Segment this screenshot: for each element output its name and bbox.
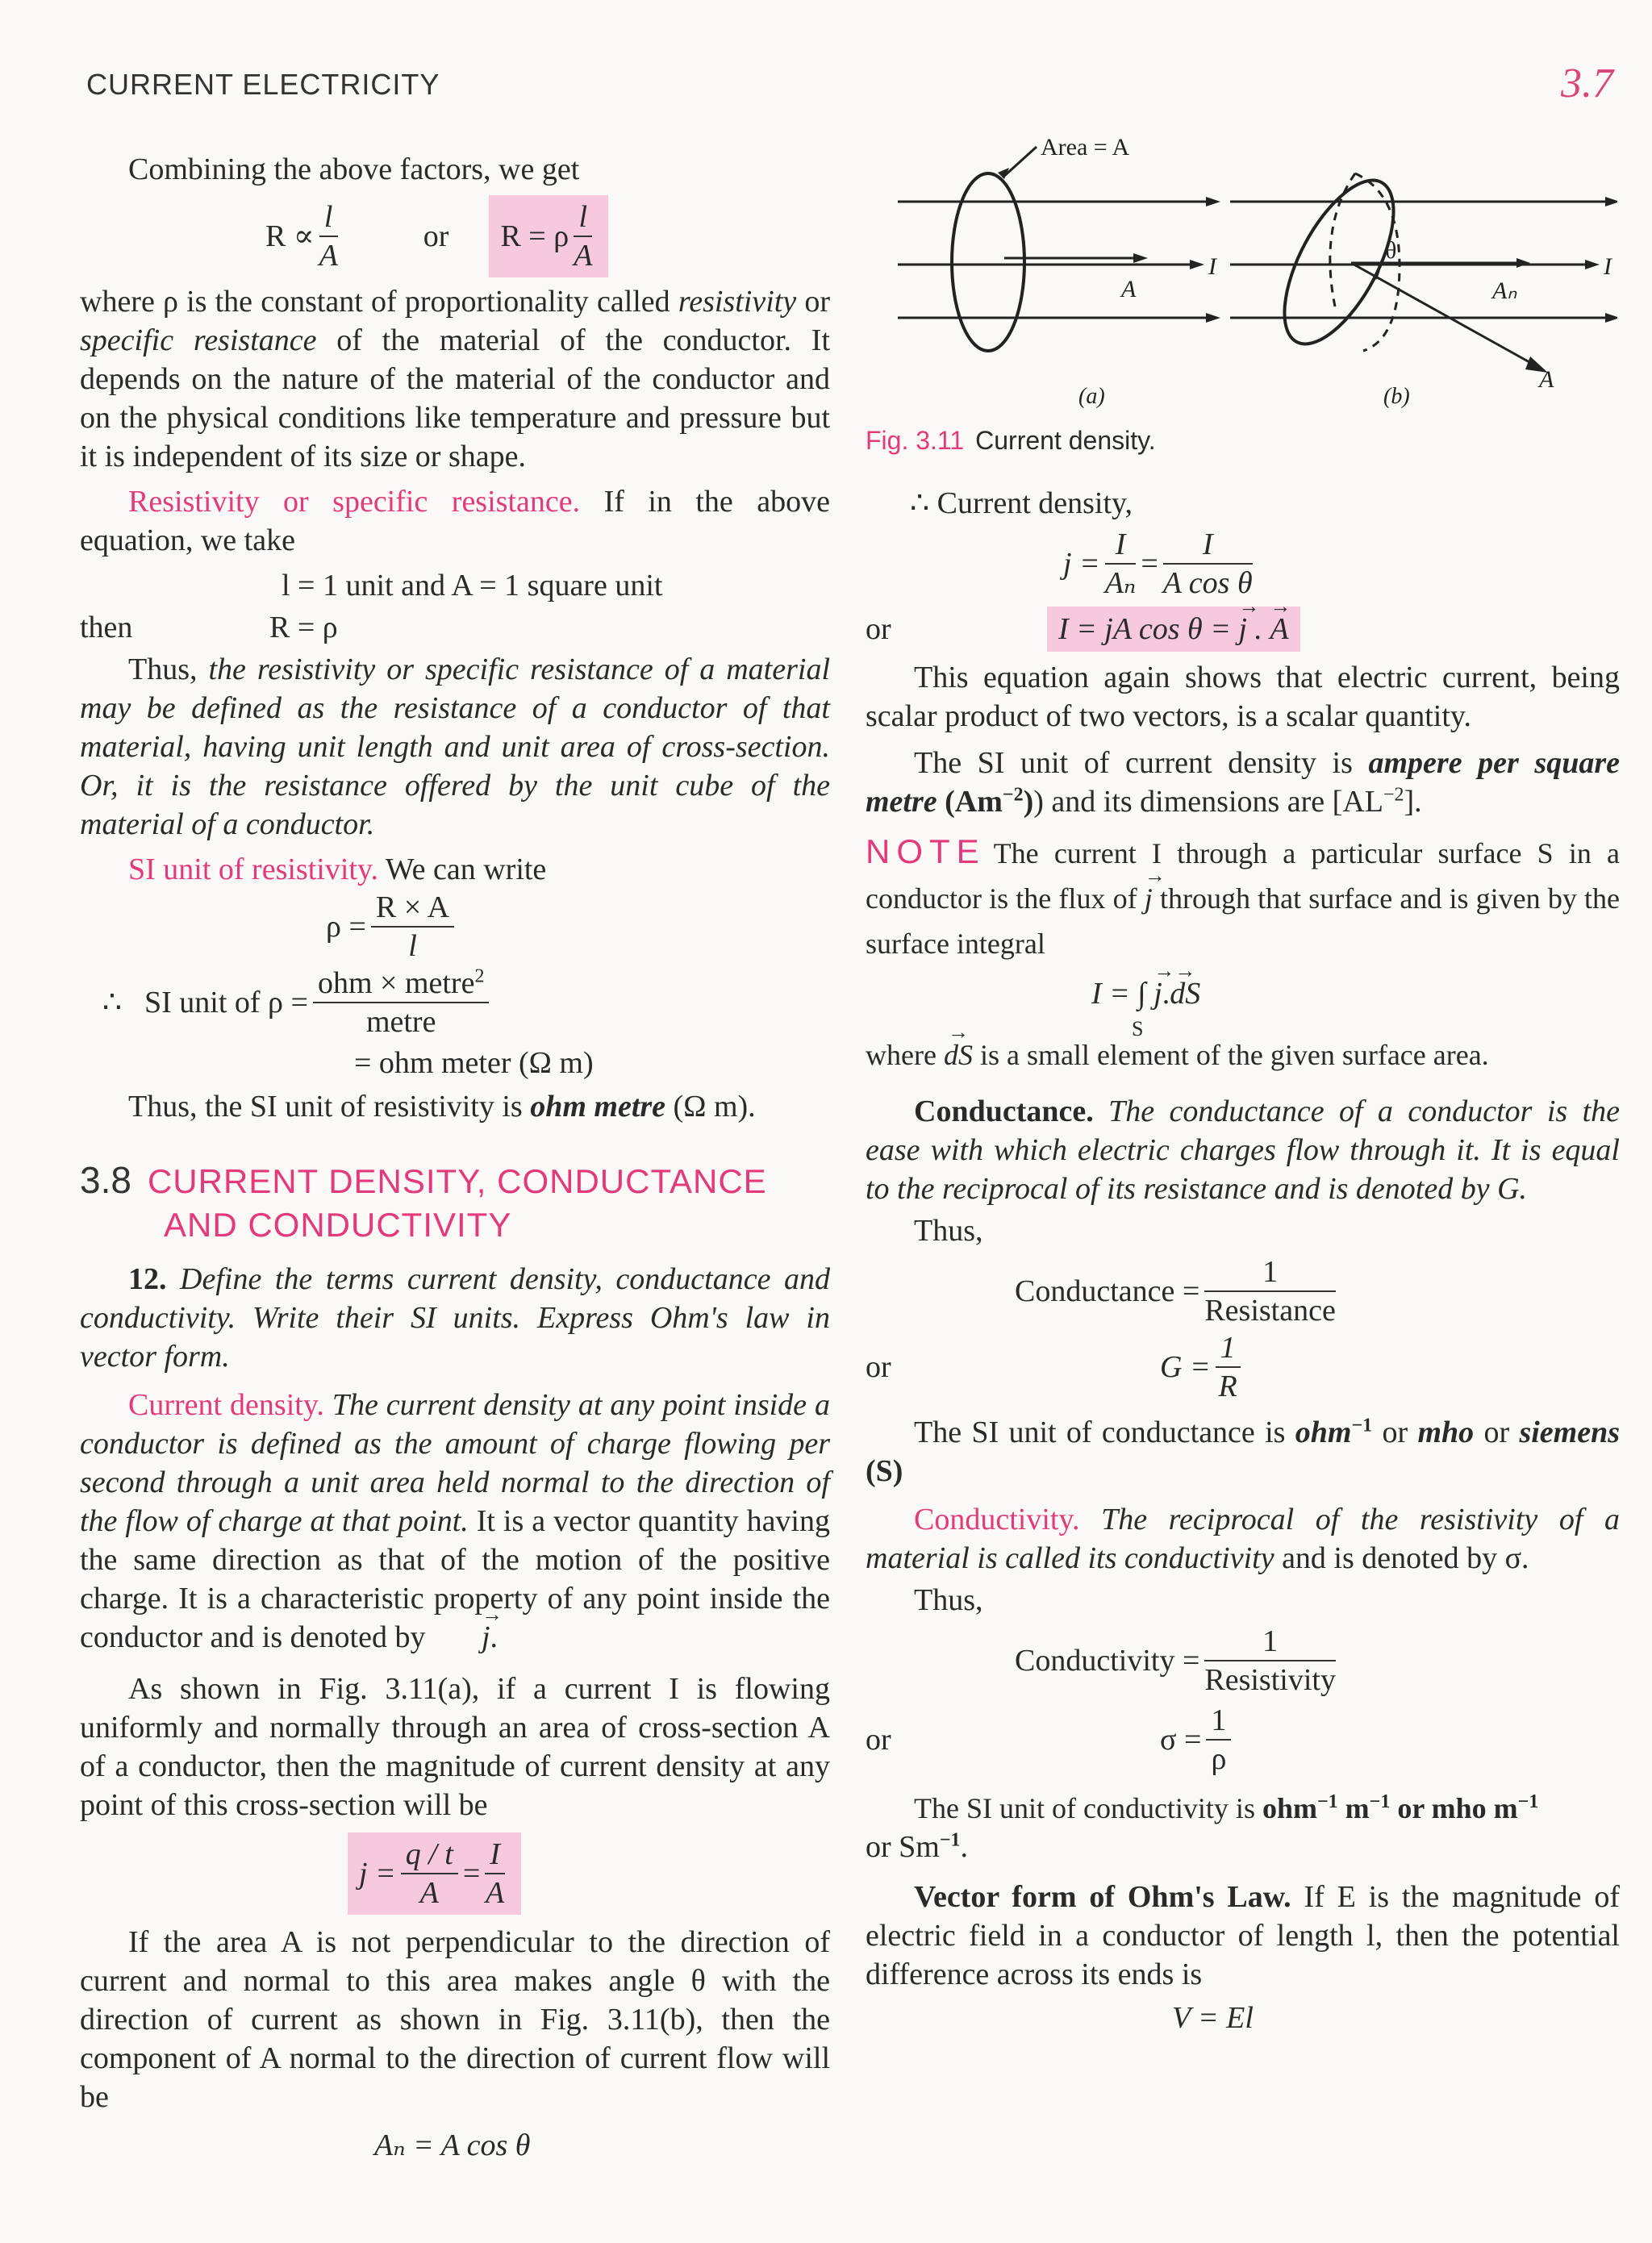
- equation: = ohm meter (Ω m): [354, 1046, 594, 1080]
- paragraph: Current density. The current density at any point inside a conductor is defined as the amount of charge flowing per second through a unit area held normal to the direction of the flow of charge at that point. It is a vector quantity having the same direction as that of the motion of the positive charge. It is a characteristic property of any point inside the conductor and is denoted by → j.: [80, 1386, 830, 1657]
- equation: Aₙ = A cos θ: [374, 2128, 531, 2162]
- paragraph: If the area A is not perpendicular to the direction of current and normal to this area makes angle θ with the direction of current as shown in Fig. 3.11(b), then the component of A normal to the direction of current flow will be: [80, 1925, 830, 2114]
- page-number: 3.7: [1561, 60, 1613, 106]
- paragraph: Thus, the SI unit of resistivity is ohm metre (Ω m).: [128, 1090, 756, 1124]
- equation: j = $\frac{I}{\text{Aₙ}}$ = $\frac{I}{\text{A cos θ}}$: [1063, 527, 1253, 600]
- paragraph: Conductivity. The reciprocal of the resistivity of a material is called its conductivity and is denoted by σ.: [866, 1503, 1620, 1575]
- equation: or G = $\frac{1}{R}$: [866, 1329, 1620, 1405]
- paragraph: Resistivity or specific resistance. If in the above equation, we take: [80, 485, 830, 557]
- running-header: CURRENT ELECTRICITY: [86, 68, 440, 101]
- paragraph: where ρ is the constant of proportionality called resistivity or specific resistance of the material of the conductor. It depends on the nature of the material of the conductor and on the physical conditions like temperature and pressure but it is independent of its size or shape.: [80, 285, 831, 473]
- paragraph: or $Sm^{-1}$.: [866, 1829, 969, 1864]
- paragraph: ∴ Current density,: [910, 486, 1133, 520]
- equation: l = 1 unit and A = 1 square unit: [282, 569, 663, 602]
- paragraph: Thus,: [914, 1583, 983, 1617]
- left-column: [80, 145, 830, 2165]
- equation: or I = jA cos θ = → j . → A: [866, 607, 1620, 652]
- paragraph: The SI unit of current density is ampere per square metre $(Am^{-2})$) and its dimensions are $[AL^{-2}]$.: [866, 746, 1620, 819]
- equation: V = El: [1172, 2001, 1254, 2035]
- paragraph: This equation again shows that electric current, being scalar product of two vectors, is a scalar quantity.: [866, 661, 1620, 733]
- area-vector-label-a: A: [1121, 276, 1137, 302]
- paragraph: Thus,: [914, 1214, 983, 1248]
- paragraph: Combining the above factors, we get: [128, 152, 580, 186]
- subfigure-a-label: (a): [1078, 384, 1105, 409]
- highlighted-equation: R = ρ $\frac{l}{A}$: [489, 195, 608, 277]
- paragraph: where → dS is a small element of the given surface area.: [866, 1036, 1620, 1074]
- section-heading: 3.8 CURRENT DENSITY, CONDUCTANCE AND CONDUCTIVITY: [80, 1159, 767, 1244]
- note: NOTE The current I through a particular surface S in a conductor is the flux of → j through that surface and is given by the surface integral: [866, 829, 1620, 966]
- equation-proportional: R ∝ $\frac{l}{A}$ or R = ρ $\frac{l}{A}$: [265, 195, 830, 277]
- normal-area-label: Aₙ: [1492, 277, 1517, 304]
- paragraph: As shown in Fig. 3.11(a), if a current I is flowing uniformly and normally through an area of cross-section A of a conductor, then the magnitude of current density at any point of this cross-section will be: [80, 1672, 830, 1822]
- paragraph: Conductance. The conductance of a conductor is the ease with which electric charges flow through it. It is equal to the reciprocal of its resistance and is denoted by G.: [866, 1094, 1620, 1206]
- figure-caption: Fig. 3.11 Current density.: [866, 426, 1156, 455]
- equation: ∴ SI unit of ρ = $\frac{ohm \times metre^2}{\text{metre}}$: [80, 965, 830, 1040]
- paragraph: The SI unit of conductance is ohm$^{-1}$ or mho or siemens (S): [866, 1415, 1621, 1488]
- highlighted-equation: j = $\frac{q / t}{A}$ = $\frac{I}{A}$: [348, 1832, 830, 1915]
- right-column: [866, 484, 1620, 2037]
- equation: or σ = $\frac{1}{\rho}$: [866, 1702, 1620, 1778]
- integral-equation: I = ∫ → j.→ dS S: [1091, 974, 1620, 1031]
- paragraph: The SI unit of conductivity is ohm$^{-1}$ $m^{-1}$ or mho $m^{-1}$: [914, 1791, 1539, 1824]
- question: 12. Define the terms current density, conductance and conductivity. Write their SI units. Express Ohm's law in vector form.: [80, 1262, 830, 1374]
- area-label: Area = A: [1041, 134, 1130, 161]
- highlighted-equation: I = jA cos θ = → j . → A: [1047, 607, 1300, 652]
- paragraph: SI unit of resistivity. We can write: [128, 853, 547, 886]
- paragraph: Vector form of Ohm's Law. If E is the magnitude of electric field in a conductor of length l, then the potential difference across its ends is: [866, 1880, 1621, 1991]
- equation: Conductivity = $\frac{1}{\text{Resistivity}}$: [1015, 1624, 1336, 1697]
- current-density-figure: [875, 129, 1617, 419]
- equation: ρ = $\frac{R \times A}{l}$: [326, 889, 830, 965]
- equation: Conductance = $\frac{1}{\text{Resistance}}$: [1015, 1255, 1336, 1328]
- current-label-a: I: [1208, 253, 1216, 280]
- equation: then R = ρ: [80, 611, 338, 644]
- definition: Thus, the resistivity or specific resistance of a material may be defined as the resistance of a conductor of that material, having unit length and unit area of cross-section. Or, it is the resistance offered by the unit cube of the material of a conductor.: [80, 652, 831, 841]
- theta-label: θ: [1385, 237, 1397, 264]
- area-vector-label-b: A: [1539, 366, 1554, 393]
- subfigure-b-label: (b): [1383, 384, 1410, 409]
- current-label-b: I: [1604, 253, 1612, 280]
